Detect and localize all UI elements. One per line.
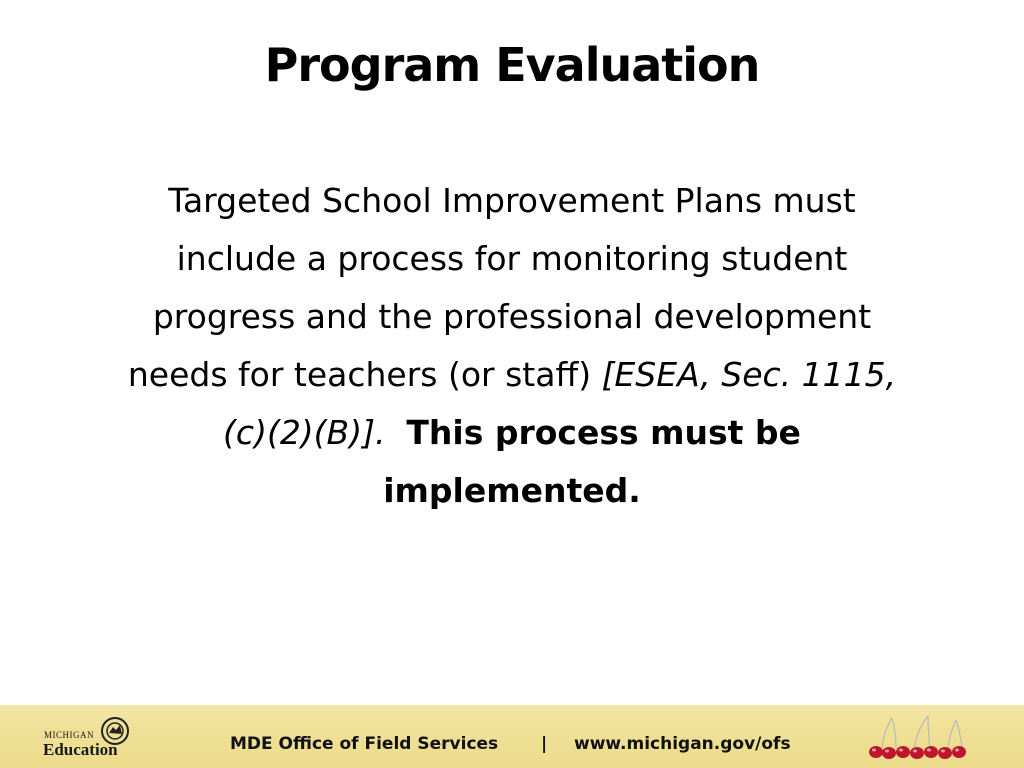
logo-michigan-text: MICHIGAN bbox=[44, 730, 94, 740]
body-line: include a process for monitoring student bbox=[176, 239, 848, 278]
footer-url-link[interactable]: www.michigan.gov/ofs bbox=[574, 734, 791, 754]
body-line: progress and the professional development bbox=[152, 297, 872, 336]
body-text-plain: needs for teachers (or staff) bbox=[127, 355, 602, 394]
citation-text: (c)(2)(B)]. bbox=[223, 413, 386, 452]
body-line bbox=[60, 462, 964, 520]
citation-text: [ESEA, Sec. 1115, bbox=[601, 355, 897, 394]
cherries-icon bbox=[862, 712, 972, 762]
footer-separator: | bbox=[541, 734, 548, 754]
slide-body bbox=[60, 172, 964, 520]
body-line bbox=[60, 346, 964, 404]
emphasis-text: implemented. bbox=[383, 471, 641, 510]
state-seal-icon bbox=[100, 716, 130, 746]
slide-title: Program Evaluation bbox=[264, 38, 760, 92]
footer-office-text: MDE Office of Field Services bbox=[230, 734, 499, 754]
logo-education-text: Education bbox=[43, 740, 118, 759]
emphasis-text: This process must be bbox=[406, 413, 801, 452]
body-line: Targeted School Improvement Plans must bbox=[168, 181, 856, 220]
michigan-education-logo bbox=[40, 714, 138, 762]
body-line bbox=[60, 404, 964, 462]
